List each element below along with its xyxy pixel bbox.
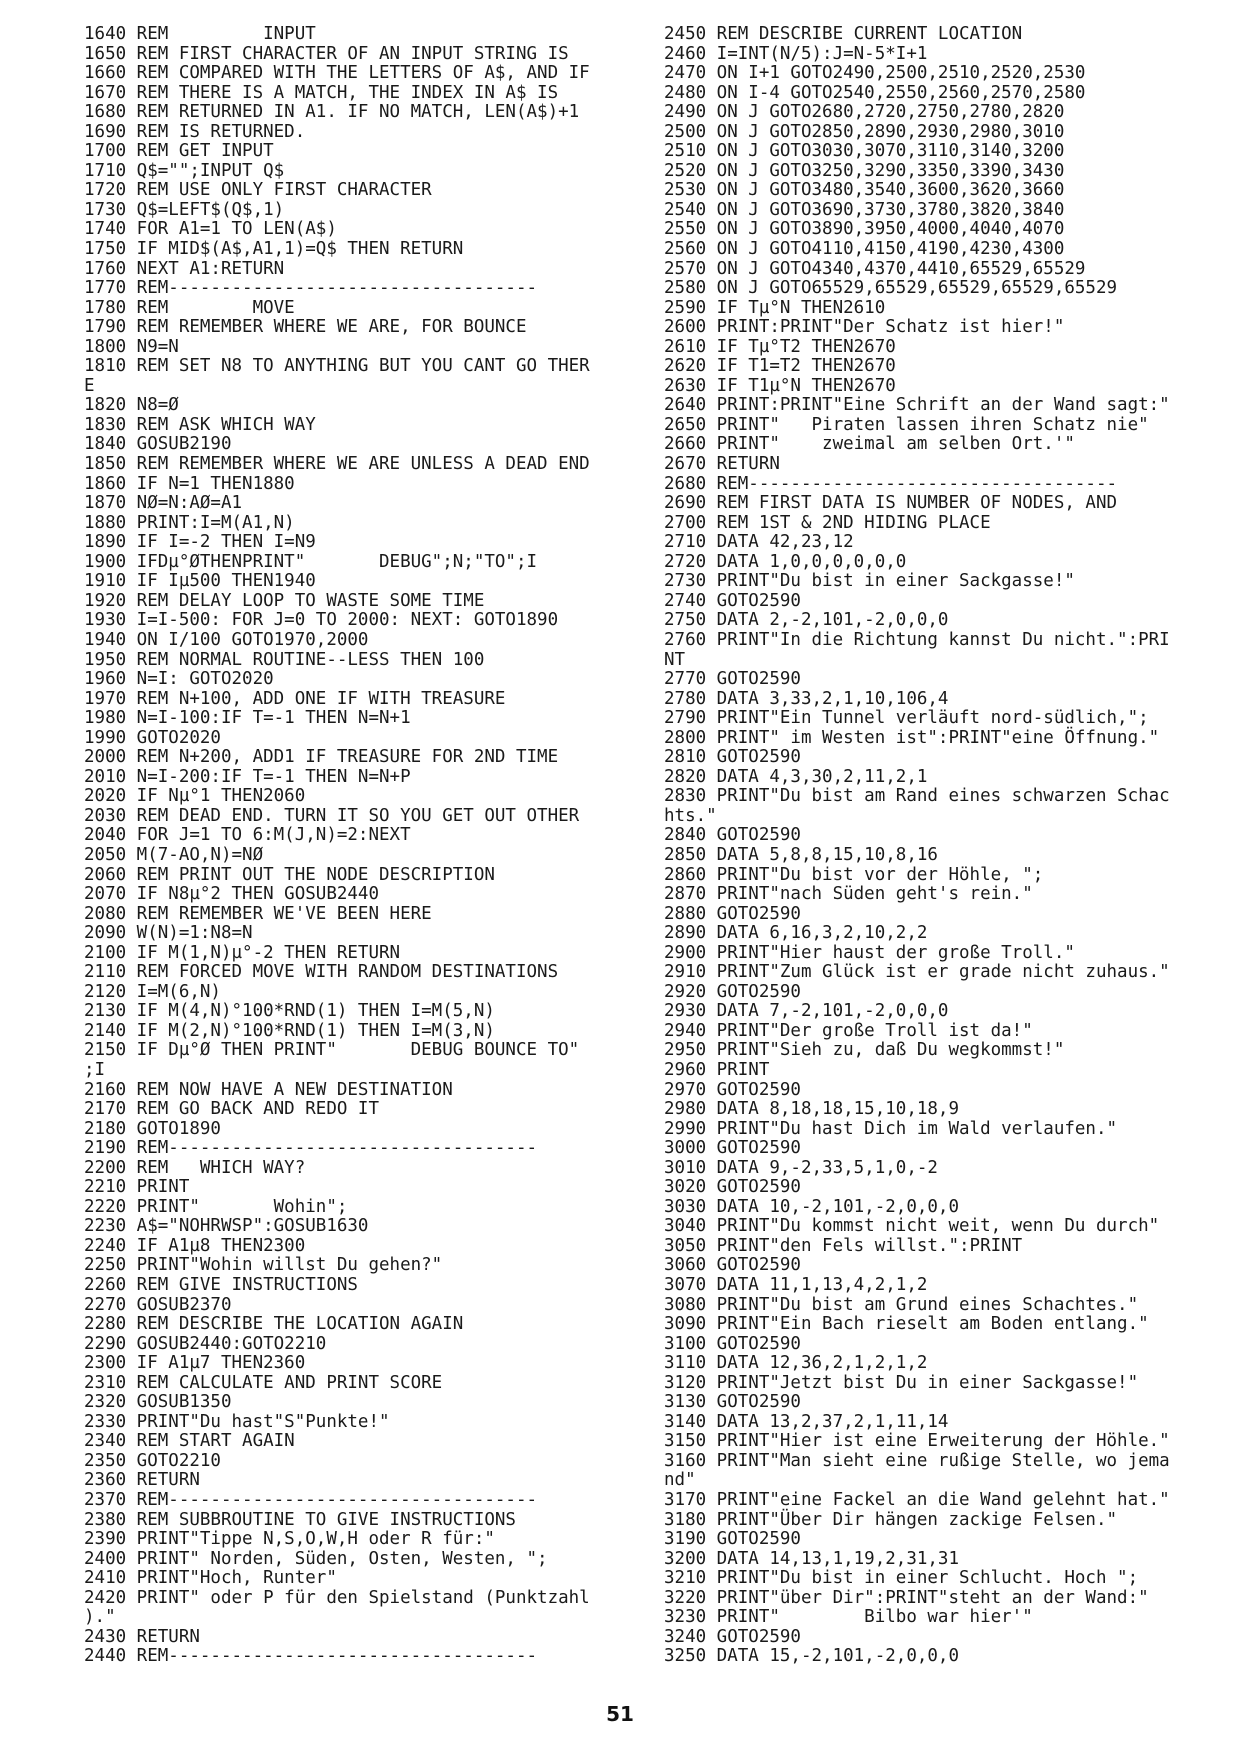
- code-line: 2220 PRINT" Wohin";: [84, 1196, 348, 1217]
- code-line: 3040 PRINT"Du kommst nicht weit, wenn Du durch": [664, 1216, 1160, 1237]
- code-line: 2210 PRINT: [84, 1177, 190, 1198]
- code-line: 2950 PRINT"Sieh zu, daß Du wegkommst!": [664, 1040, 1065, 1061]
- code-line: 3120 PRINT"Jetzt bist Du in einer Sackgasse!": [664, 1372, 1139, 1393]
- code-line: 2760 PRINT"In die Richtung kannst Du nicht.":PRI: [664, 629, 1170, 650]
- code-line: 2620 IF T1=T2 THEN2670: [664, 356, 896, 377]
- code-line: 3230 PRINT" Bilbo war hier'": [664, 1607, 1033, 1628]
- code-line: 2420 PRINT" oder P für den Spielstand (Punktzahl: [84, 1587, 590, 1608]
- code-line: 2010 N=I-200:IF T=-1 THEN N=N+P: [84, 766, 411, 787]
- code-line: 2940 PRINT"Der große Troll ist da!": [664, 1020, 1033, 1041]
- code-line: 2590 IF Tµ°N THEN2610: [664, 297, 886, 318]
- code-line: 1760 NEXT A1:RETURN: [84, 258, 285, 279]
- code-line: 2790 PRINT"Ein Tunnel verläuft nord-südlich,";: [664, 708, 1149, 729]
- code-line: 1640 REM INPUT: [84, 24, 316, 44]
- code-line: 2130 IF M(4,N)°100*RND(1) THEN I=M(5,N): [84, 1001, 495, 1022]
- code-line: 3140 DATA 13,2,37,2,1,11,14: [664, 1411, 949, 1432]
- code-line: 2470 ON I+1 GOTO2490,2500,2510,2520,2530: [664, 63, 1086, 84]
- code-line: ;I: [84, 1059, 106, 1080]
- code-line: 2110 REM FORCED MOVE WITH RANDOM DESTINATIONS: [84, 962, 559, 983]
- code-line: 2980 DATA 8,18,18,15,10,18,9: [664, 1099, 960, 1120]
- code-line: 2460 I=INT(N/5):J=N-5*I+1: [664, 43, 928, 64]
- code-line: 1940 ON I/100 GOTO1970,2000: [84, 629, 369, 650]
- code-line: hts.": [664, 805, 717, 826]
- listing-column-left: [84, 25, 624, 1667]
- code-line: 1870 NØ=N:AØ=A1: [84, 493, 243, 514]
- code-line: 2570 ON J GOTO4340,4370,4410,65529,65529: [664, 258, 1086, 279]
- code-line: 2250 PRINT"Wohin willst Du gehen?": [84, 1255, 443, 1276]
- code-line: 2930 DATA 7,-2,101,-2,0,0,0: [664, 1001, 949, 1022]
- code-line: 2360 RETURN: [84, 1470, 200, 1491]
- code-line: 2880 GOTO2590: [664, 903, 801, 924]
- code-line: 1790 REM REMEMBER WHERE WE ARE, FOR BOUNCE: [84, 317, 527, 338]
- code-line: 1750 IF MID$(A$,A1,1)=Q$ THEN RETURN: [84, 239, 464, 260]
- code-line: 2410 PRINT"Hoch, Runter": [84, 1568, 337, 1589]
- code-line: 3170 PRINT"eine Fackel an die Wand gelehnt hat.": [664, 1490, 1170, 1511]
- code-line: 2340 REM START AGAIN: [84, 1431, 295, 1452]
- code-line: 2720 DATA 1,0,0,0,0,0,0: [664, 551, 907, 572]
- code-line: 2630 IF T1µ°N THEN2670: [664, 375, 896, 396]
- code-line: 2600 PRINT:PRINT"Der Schatz ist hier!": [664, 317, 1065, 338]
- code-line: 2900 PRINT"Hier haust der große Troll.": [664, 942, 1075, 963]
- code-line: 2650 PRINT" Piraten lassen ihren Schatz nie": [664, 414, 1149, 435]
- code-line: 3000 GOTO2590: [664, 1138, 801, 1159]
- code-line: 1840 GOSUB2190: [84, 434, 232, 455]
- code-line: 2870 PRINT"nach Süden geht's rein.": [664, 884, 1033, 905]
- code-line: 1830 REM ASK WHICH WAY: [84, 414, 316, 435]
- code-line: 2050 M(7-AO,N)=NØ: [84, 844, 264, 865]
- code-line: 1800 N9=N: [84, 336, 179, 357]
- code-line: 2400 PRINT" Norden, Süden, Osten, Westen, ";: [84, 1548, 548, 1569]
- code-line: 3130 GOTO2590: [664, 1392, 801, 1413]
- code-line: 1970 REM N+100, ADD ONE IF WITH TREASURE: [84, 688, 506, 709]
- code-line: 2380 REM SUBBROUTINE TO GIVE INSTRUCTIONS: [84, 1509, 516, 1530]
- code-line: 2860 PRINT"Du bist vor der Höhle, ";: [664, 864, 1044, 885]
- code-line: 2040 FOR J=1 TO 6:M(J,N)=2:NEXT: [84, 825, 411, 846]
- code-line: 2780 DATA 3,33,2,1,10,106,4: [664, 688, 949, 709]
- code-line: 1900 IFDµ°ØTHENPRINT" DEBUG";N;"TO";I: [84, 551, 538, 572]
- code-line: 1770 REM-----------------------------------: [84, 278, 538, 299]
- code-line: 2290 GOSUB2440:GOTO2210: [84, 1333, 327, 1354]
- code-line: 2800 PRINT" im Westen ist":PRINT"eine Öffnung.": [664, 727, 1160, 748]
- code-line: 2890 DATA 6,16,3,2,10,2,2: [664, 923, 928, 944]
- code-line: 3070 DATA 11,1,13,4,2,1,2: [664, 1275, 928, 1295]
- page-number: 51: [606, 1702, 634, 1726]
- code-line: 1930 I=I-500: FOR J=0 TO 2000: NEXT: GOTO1890: [84, 610, 559, 631]
- code-line: 2000 REM N+200, ADD1 IF TREASURE FOR 2ND TIME: [84, 747, 559, 768]
- code-line: 2850 DATA 5,8,8,15,10,8,16: [664, 844, 938, 865]
- code-line: 3190 GOTO2590: [664, 1529, 801, 1550]
- code-line: 3200 DATA 14,13,1,19,2,31,31: [664, 1548, 960, 1569]
- code-line: 2320 GOSUB1350: [84, 1392, 232, 1413]
- code-line: 2510 ON J GOTO3030,3070,3110,3140,3200: [664, 141, 1065, 162]
- listing-column-right: [664, 25, 1224, 1667]
- code-line: 2280 REM DESCRIBE THE LOCATION AGAIN: [84, 1314, 464, 1335]
- code-line: 2190 REM-----------------------------------: [84, 1138, 538, 1159]
- code-line: 3010 DATA 9,-2,33,5,1,0,-2: [664, 1157, 938, 1178]
- code-line: 2770 GOTO2590: [664, 669, 801, 690]
- code-line: 2070 IF N8µ°2 THEN GOSUB2440: [84, 884, 380, 905]
- code-line: 2060 REM PRINT OUT THE NODE DESCRIPTION: [84, 864, 495, 885]
- code-line: 2230 A$="NOHRWSP":GOSUB1630: [84, 1216, 369, 1237]
- code-line: 2670 RETURN: [664, 454, 780, 475]
- code-line: 2710 DATA 42,23,12: [664, 532, 854, 553]
- code-line: 3100 GOTO2590: [664, 1333, 801, 1354]
- code-line: 2490 ON J GOTO2680,2720,2750,2780,2820: [664, 102, 1065, 123]
- code-line: 2540 ON J GOTO3690,3730,3780,3820,3840: [664, 199, 1065, 220]
- code-line: 2910 PRINT"Zum Glück ist er grade nicht zuhaus.": [664, 962, 1170, 983]
- code-line: 2990 PRINT"Du hast Dich im Wald verlaufen.": [664, 1118, 1118, 1139]
- code-line: 2740 GOTO2590: [664, 590, 801, 611]
- code-line: 2730 PRINT"Du bist in einer Sackgasse!": [664, 571, 1075, 592]
- code-line: 2520 ON J GOTO3250,3290,3350,3390,3430: [664, 160, 1065, 181]
- code-line: 2310 REM CALCULATE AND PRINT SCORE: [84, 1372, 443, 1393]
- code-line: 3030 DATA 10,-2,101,-2,0,0,0: [664, 1196, 960, 1217]
- code-line: 1660 REM COMPARED WITH THE LETTERS OF A$, AND IF: [84, 63, 590, 84]
- code-line: 3050 PRINT"den Fels willst.":PRINT: [664, 1235, 1023, 1256]
- code-line: 2140 IF M(2,N)°100*RND(1) THEN I=M(3,N): [84, 1020, 495, 1041]
- code-line: 2370 REM-----------------------------------: [84, 1490, 538, 1511]
- code-line: 2120 I=M(6,N): [84, 981, 221, 1002]
- code-line: 3150 PRINT"Hier ist eine Erweiterung der Höhle.": [664, 1431, 1170, 1452]
- code-line: 2500 ON J GOTO2850,2890,2930,2980,3010: [664, 121, 1065, 142]
- code-line: 2610 IF Tµ°T2 THEN2670: [664, 336, 896, 357]
- code-line: 2970 GOTO2590: [664, 1079, 801, 1100]
- code-line: 1740 FOR A1=1 TO LEN(A$): [84, 219, 337, 240]
- code-line: 2830 PRINT"Du bist am Rand eines schwarzen Schac: [664, 786, 1170, 807]
- code-line: 1990 GOTO2020: [84, 727, 221, 748]
- code-line: 2430 RETURN: [84, 1626, 200, 1647]
- code-line: 2450 REM DESCRIBE CURRENT LOCATION: [664, 24, 1023, 44]
- code-line: 2160 REM NOW HAVE A NEW DESTINATION: [84, 1079, 453, 1100]
- code-line: 2180 GOTO1890: [84, 1118, 221, 1139]
- code-line: 1960 N=I: GOTO2020: [84, 669, 274, 690]
- code-line: 2020 IF Nµ°1 THEN2060: [84, 786, 306, 807]
- code-line: 3110 DATA 12,36,2,1,2,1,2: [664, 1353, 928, 1374]
- code-line: NT: [664, 649, 686, 670]
- code-line: 2300 IF A1µ7 THEN2360: [84, 1353, 306, 1374]
- code-line: 2660 PRINT" zweimal am selben Ort.'": [664, 434, 1075, 455]
- code-line: 2680 REM-----------------------------------: [664, 473, 1118, 494]
- code-line: 2260 REM GIVE INSTRUCTIONS: [84, 1275, 358, 1295]
- code-line: 2530 ON J GOTO3480,3540,3600,3620,3660: [664, 180, 1065, 201]
- code-line: 2920 GOTO2590: [664, 981, 801, 1002]
- code-line: 2440 REM-----------------------------------: [84, 1646, 538, 1667]
- code-line: 2270 GOSUB2370: [84, 1294, 232, 1315]
- code-line: ).": [84, 1607, 116, 1628]
- code-line: 1820 N8=Ø: [84, 395, 179, 416]
- code-line: 2750 DATA 2,-2,101,-2,0,0,0: [664, 610, 949, 631]
- code-line: 2330 PRINT"Du hast"S"Punkte!": [84, 1411, 390, 1432]
- code-line: 3250 DATA 15,-2,101,-2,0,0,0: [664, 1646, 960, 1667]
- code-line: 1860 IF N=1 THEN1880: [84, 473, 295, 494]
- code-line: 2170 REM GO BACK AND REDO IT: [84, 1099, 380, 1120]
- code-line: 1850 REM REMEMBER WHERE WE ARE UNLESS A DEAD END: [84, 454, 590, 475]
- code-line: 2240 IF A1µ8 THEN2300: [84, 1235, 306, 1256]
- code-line: 1680 REM RETURNED IN A1. IF NO MATCH, LEN(A$)+1: [84, 102, 580, 123]
- code-line: E: [84, 375, 95, 396]
- code-line: 3060 GOTO2590: [664, 1255, 801, 1276]
- code-line: 1780 REM MOVE: [84, 297, 295, 318]
- code-line: 3090 PRINT"Ein Bach rieselt am Boden entlang.": [664, 1314, 1149, 1335]
- code-line: 1910 IF Iµ500 THEN1940: [84, 571, 316, 592]
- code-line: 2960 PRINT: [664, 1059, 770, 1080]
- code-line: 1880 PRINT:I=M(A1,N): [84, 512, 295, 533]
- code-line: 2820 DATA 4,3,30,2,11,2,1: [664, 766, 928, 787]
- code-line: 2150 IF Dµ°Ø THEN PRINT" DEBUG BOUNCE TO": [84, 1040, 580, 1061]
- code-line: 3080 PRINT"Du bist am Grund eines Schachtes.": [664, 1294, 1139, 1315]
- code-line: 2580 ON J GOTO65529,65529,65529,65529,65529: [664, 278, 1118, 299]
- code-line: 2840 GOTO2590: [664, 825, 801, 846]
- code-line: 3240 GOTO2590: [664, 1626, 801, 1647]
- code-line: 1810 REM SET N8 TO ANYTHING BUT YOU CANT GO THER: [84, 356, 590, 377]
- code-line: 2700 REM 1ST & 2ND HIDING PLACE: [664, 512, 991, 533]
- code-line: 1670 REM THERE IS A MATCH, THE INDEX IN A$ IS: [84, 82, 559, 103]
- code-line: 2390 PRINT"Tippe N,S,O,W,H oder R für:": [84, 1529, 495, 1550]
- code-line: 2810 GOTO2590: [664, 747, 801, 768]
- code-line: 2690 REM FIRST DATA IS NUMBER OF NODES, AND: [664, 493, 1118, 514]
- code-line: 2030 REM DEAD END. TURN IT SO YOU GET OUT OTHER: [84, 805, 580, 826]
- code-line: 1700 REM GET INPUT: [84, 141, 274, 162]
- code-line: 2200 REM WHICH WAY?: [84, 1157, 306, 1178]
- code-line: 1920 REM DELAY LOOP TO WASTE SOME TIME: [84, 590, 485, 611]
- code-line: 1890 IF I=-2 THEN I=N9: [84, 532, 316, 553]
- code-line: 3180 PRINT"Über Dir hängen zackige Felsen.": [664, 1509, 1118, 1530]
- code-line: 1950 REM NORMAL ROUTINE--LESS THEN 100: [84, 649, 485, 670]
- code-line: 1650 REM FIRST CHARACTER OF AN INPUT STRING IS: [84, 43, 569, 64]
- code-line: 2480 ON I-4 GOTO2540,2550,2560,2570,2580: [664, 82, 1086, 103]
- code-line: 2560 ON J GOTO4110,4150,4190,4230,4300: [664, 239, 1065, 260]
- code-line: 2350 GOTO2210: [84, 1450, 221, 1471]
- code-line: 1730 Q$=LEFT$(Q$,1): [84, 199, 285, 220]
- code-line: 2090 W(N)=1:N8=N: [84, 923, 253, 944]
- code-line: 3210 PRINT"Du bist in einer Schlucht. Hoch ";: [664, 1568, 1139, 1589]
- code-line: 3160 PRINT"Man sieht eine rußige Stelle, wo jema: [664, 1450, 1170, 1471]
- code-line: 1980 N=I-100:IF T=-1 THEN N=N+1: [84, 708, 411, 729]
- code-line: 2640 PRINT:PRINT"Eine Schrift an der Wand sagt:": [664, 395, 1170, 416]
- code-line: 2550 ON J GOTO3890,3950,4000,4040,4070: [664, 219, 1065, 240]
- code-line: 1720 REM USE ONLY FIRST CHARACTER: [84, 180, 432, 201]
- code-line: 1690 REM IS RETURNED.: [84, 121, 306, 142]
- code-line: 1710 Q$="";INPUT Q$: [84, 160, 285, 181]
- code-line: 3020 GOTO2590: [664, 1177, 801, 1198]
- code-line: 3220 PRINT"über Dir":PRINT"steht an der Wand:": [664, 1587, 1149, 1608]
- code-line: 2100 IF M(1,N)µ°-2 THEN RETURN: [84, 942, 401, 963]
- code-line: 2080 REM REMEMBER WE'VE BEEN HERE: [84, 903, 432, 924]
- code-line: nd": [664, 1470, 696, 1491]
